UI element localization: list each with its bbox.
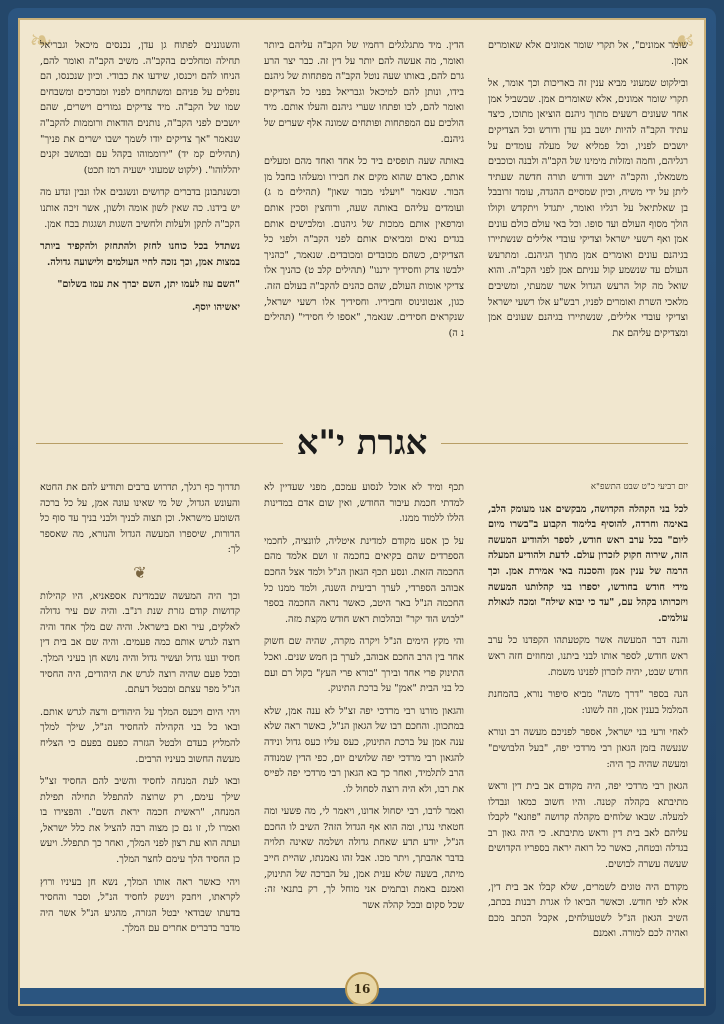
corner-ornament-icon: ☙ xyxy=(670,24,696,57)
paragraph: וכשנתבונן בדברים קדושים ונשגבים אלו ונבין ונדע מה יש בידנו. כה שאין לשון אומה ולשון, אשר זיכה אותנו הקב"ה לתקן ולעלות ולחשיב השגות ושגגות בכח אמן. xyxy=(40,187,240,230)
paragraph: ובילקוט שמעוני מביא ענין זה באריכות וכך אומר, אל תקרי שומר אמונים, אלא שאומרים אמן. שבשביל אמן אחד שעונים רשעים מתוך גיהנם הוציאן מתוכו, כיצד עתיד הקב"ה להיות יושב בגן עדן ודורש וכל הצדיקים יושבים לפניו, וכל פמליא של מעלה עומדים על רגליהם, וחמה ומזלות מימינו של הקב"ה ולבנה וכוכבים משמאלו, והקב"ה יושב ודורש תורה חדשה שעתיד ליתן על ידי משיח, וכיון שמסיים ההגדה, עומד זרובבל בן שאלתיאל על רגליו ואומר, יתגדל ויתקדש וקולו הולך מסוף העולם ועד סופו. וכל באי עולם כולם עונים אמן ואף רשעי ישראל וצדיקי עובדי אלילים שנשתיירו בגיהנם עונים ואומרים אמן מתוך הגיהנם. ומתרעש העולם עד שנשמע קול עניתם אמן לפני הקב"ה. והוא שואל מה קול הרעש הגדול אשר שמעתי, ומשיבים מלאכי השרת ואומרים לפניו, רבש"ע אלו רשעי ישראל וצדיקי עובדי אלילים, שנשתיירו בגיהנם שעונים אמן ומצדיקים עליהם את xyxy=(488,78,688,339)
paragraph: מקודם היה טוגים לשמרים, שלא קבלו אב בית דין, אלא לפי חודש. וכאשר הביאו לו אגרת רבנות בכתב, השיב הגאון הנ"ל לשטעולחים, אקבל הכתב מכם ואהיה לכם למורה. ואמנם xyxy=(488,881,688,940)
paragraph: וכך היה המעשה שבמדינת אספאניא, היו קהילות קדושות קודם גזרת שנת רנ"ב. והיה שם עיר גדולה לאלקים, עיר ואם בישראל. והיה שם מלך אחד והיה רוצה לגרש אותם כמה פעמים. והיה שם אב בית דין חסיד וענו גדול ועשיר גדול והיה נושא חן בעיני המלך. ובכל פעם שהיה רוצה לגרש את היהודים, היה החסיד הנ"ל מפר עצתם ומבטל דעתם. xyxy=(40,590,240,696)
blessing-quote: "השם עוז לעמו יתן, השם יברך את עמו בשלום" xyxy=(57,279,240,291)
bottom-column-left xyxy=(40,480,240,970)
bottom-column-middle xyxy=(264,480,464,970)
paragraph: ויהי היום ויכעס המלך על היהודים ורצה לגרש אותם. ובאו כל בני הקהילה להחסיד הנ"ל, שילך למלך להמליץ בעדם ולבטל הגזרה כפעם בפעם כי הצליח מעשה החשוב בעיניו הרבים. xyxy=(40,706,240,765)
paragraph: ויהי כאשר ראה אותו המלך, נשא חן בעיניו ורוץ לקראתו, ויחבק וינשק לחסיד הנ"ל, וסבר והחסיד בדעתו שבודאי יבטל הגזרה, מהגיע הנ"ל אשר היה מדבר בדברים אחרים עם המלך. xyxy=(40,876,240,935)
paragraph: שומר אמונים", אל תקרי שומר אמונים אלא שאומרים אמן. xyxy=(488,40,688,67)
top-column-middle xyxy=(264,38,464,405)
paragraph-emphasis: לכל בני הקהלה הקדושה, מבקשים אנו מעומק הלב, באימה וחרדה, להוסיף בלימוד הקבוע ב"בשרו מיום ליום" בכל ערב ראש חודש, לספר ולהודיע המעשה הזה, שירוה חקוק לזכרון עולם. לדעת ולהודיע המעלה הרמה של ענין אמן והסכנה באי אמירת אמן. וכך מידי חודש בחודשו, יספרו בני קהלותנו המעשה ויזכרותו בקהל עם, "עד כי יבוא שילה" ומכה לגאולת עולמים. xyxy=(488,503,688,624)
paragraph: והגאון מורנו רבי מרדכי יפה זצ"ל לא ענה אמן, שלא במתכוון. והחכם רבו של הגאון הנ"ל, כאשר ראה שלא ענה אמן על ברכת התינוק, כעס עליו כעס גדול ונידה להגאון רבי מרדכי יפה שלושים יום, כפי הדין שמנודה הרב לתלמיד, ואחר כך בא הגאון רבי מרדכי יפה לפייס את רבו, ולא היה רוצה לסחול לו. xyxy=(264,705,464,795)
paragraph: הגאון רבי מרדכי יפה, היה מקודם אב בית דין וראש מתיבתא בקהלה קטנה. והיו חשוב כמאו ונבדלו למעלה. שבאו שלוחים מקהלה קדושה "פוזנא" לקבלו עליהם לאב בית דין וראש מתיבתא. כי היה גאון רב בגדלה ובטחה, כאשר כל רואה יראה בספריו הקדושים שעשה עשרה לבושים. xyxy=(488,781,688,871)
paragraph: על כן אסע מקודם למדינת איטליה, לוונציה, לחכמי הספרדים שהם בקיאים בחכמה זו ושם אלמד מהם החכמה הזאת. ונסע תכף הגאון הנ"ל ולמד אצל החכם אבוהב הספרדי, לערך רביעית השנה, ולמד ממנו כל החכמה הנ"ל באר היטב, כאשר נראה החכמה בספר "לבוש הוד יקר" ובהלכות ראש חודש מקצת מזה. xyxy=(264,535,464,625)
document-page xyxy=(18,18,706,1006)
paragraph: ואמר לרבו, רבי יסחול אדונו, ויאמר לי, מה פשעי ומה חטאתי נגדו, ומה הוא אף הגדול הזה? השיב לו החכם הנ"ל, יודע תדע שאחת גדולה ושלמה שאינה תלויה בדבר אהבתך, ויתר מכו. אבל זהו נאמנתו, שהיית חייב מיתה, בשעה שלא ענית אמן, על הברכה של התינוק, ואמנם באמת ובתמים אני מוחל לך, רק בתנאי זה: שכל סקום ובכל קהלה אשר xyxy=(264,806,464,911)
page-title: אגרת י"א xyxy=(283,413,442,473)
paragraph: תדרוך כף רגלך, תדרוש ברבים ותודיע להם את החטא והעונש הגדול, של מי שאינו עונה אמן, על כל ברכה השומע מישראל. וכן תצוה לבניך ולבני בניך עד סוף כל הדורות, שיספרו המעשה הגדול והנורא, מה שאספר לך: xyxy=(40,482,240,556)
bottom-column-right xyxy=(488,480,688,970)
date-line: יום רביעי כ"ט שבט התשפ"א xyxy=(590,482,688,492)
paragraph: הדין. מיד מתגלגלים רחמיו של הקב"ה עליהם ביותר ואומר, מה אעשה להם יותר על דין זה. כבר יצר הרע גרם להם, באותו שעה נוטל הקב"ה מפתחות של גיהנם בידו, ונותן להם למיכאל וגבריאל בפני כל הצדיקים ואומר להם, לכו ופתחו שערי גיהנם והעלו אותם. מיד הולכים עם המפתחות ופותחים שמונה אלף שערים של גיהנם. xyxy=(264,40,464,145)
letter-heading xyxy=(36,413,688,473)
paragraph-emphasis: נשתדל בכל כוחנו לחזק ולהתחזק ולהקפיד ביותר במצות אמן, וכך נזכה לחיי העולמים ולישועה גדולה. xyxy=(40,241,240,268)
top-column-left xyxy=(40,38,240,405)
signature: יאשיהו יוסף. xyxy=(191,301,240,313)
paragraph: לאחי ורעי בני ישראל, אספר לפניכם מעשה רב ונורא שנעשה בזמן הגאון רבי מרדכי יפה, "בעל הלבושים" ומעשה שהיה כך היה: xyxy=(488,727,688,770)
corner-ornament-icon: ❧ xyxy=(29,24,53,57)
paragraph: הנה בספר "דרך משה" מביא סיפור נורא, בהמחנת המלמל בענין אמן, וזה לשונו: xyxy=(488,689,688,716)
paragraph: והי מקץ הימים הנ"ל ויקרה מקרה, שהיה שם חשוק אחד בין הרב החכם אבוהב, לערך בן חמש שנים. ואכל התינוק פרי אחד ובירך "בורא פרי העץ" בקול רם ועם כל בני הבית "אמן" על ברכת התינוק. xyxy=(264,636,464,695)
paragraph: באותה שעה תופסים ביד כל אחד ואחד מהם ומעלים אותם, כאדם שהוא מקים את חבירו ומעלהו בחבל מן הבור. שנאמר "ויעלני מבור שאון" (תהילים מ ג) ועומדים עליהם באותה שעה, ורוחצין וסכין אותם ומרפאין אותם ממכות של גיהנום. ומלבישים אותם בגדים נאים ומביאים אותם לפני הקב"ה ולפני כל הצדיקים, כשהם מכובדים ומכובדים. שנאמר, "כהניך ילבשו צדק וחסידיך ירננו" (תהילים קלב ט) כהניך אלו צדיקי אומות העולם, שהם כהנים להקב"ה בעולם הזה. כגון, אנטונינוס וחביריו. וחסידיך אלו רשעי ישראל, שנקראים חסידים. שנאמר, "אספו לי חסידי" (תהילים נ ה) xyxy=(264,156,464,339)
paragraph: והנה דבר המעשה אשר מקטעתהו הקפדנו כל ערב ראש חודש, לספר אותו לבני ביתנו, ומחוזים חזה ראש חודש שבט, יהיה לזכרון לפנינו משמת. xyxy=(488,635,688,678)
paragraph: והשגוננים לפתוח גן עדן, נכנסים מיכאל וגבריאל תחילה ומחלכים בהקב"ה. משיב הקב"ה ואומר להם, הניחו להם ויכנסו, שידעו את כבודי. וכיון שנכנסו, הם נופלים על פניהם ומשתחוים לפניו ומברכים ומשבחים שמו של הקב"ה. מיד צדיקים גמורים וישרים, שהם יושבים לפני הקב"ה, נותנים הודאות ורוממות להקב"ה שנאמר "אך צדיקים יודו לשמך ישבו ישרים את פניך" (תהילים קמ יד) "ירוממוהו בקהל עם ובמושב זקנים יהללוהו". (ילקוט שמעוני ישעיה רמז תכט) xyxy=(40,40,240,176)
top-column-right xyxy=(488,38,688,405)
ornament-divider-icon: ❦ xyxy=(133,562,147,582)
paragraph: תכף ומיד לא אוכל לנסוע עמכם, מפני שעדיין לא למדתי חכמת עיבור החודש, ואין שום אדם במדינות הללו ללמוד ממנו. xyxy=(264,482,464,525)
paragraph: ובאו לעת המנחה לחסיד והשיב להם החסיד זצ"ל שילך עימם, רק שרוצה להתפלל תחילה תפילת המנחה, "ראשית חכמה יראת השם". והפצירו בו ואמרו לו, זו גם כן מצוה רבה להציל את כלל ישראל, ועתה הוא עת רצון לפני המלך, ואחר כך תתפלל. ויעש כן החסיד הלך עימם לחצר המלך. xyxy=(40,776,240,866)
page-number: 16 xyxy=(345,972,379,1006)
